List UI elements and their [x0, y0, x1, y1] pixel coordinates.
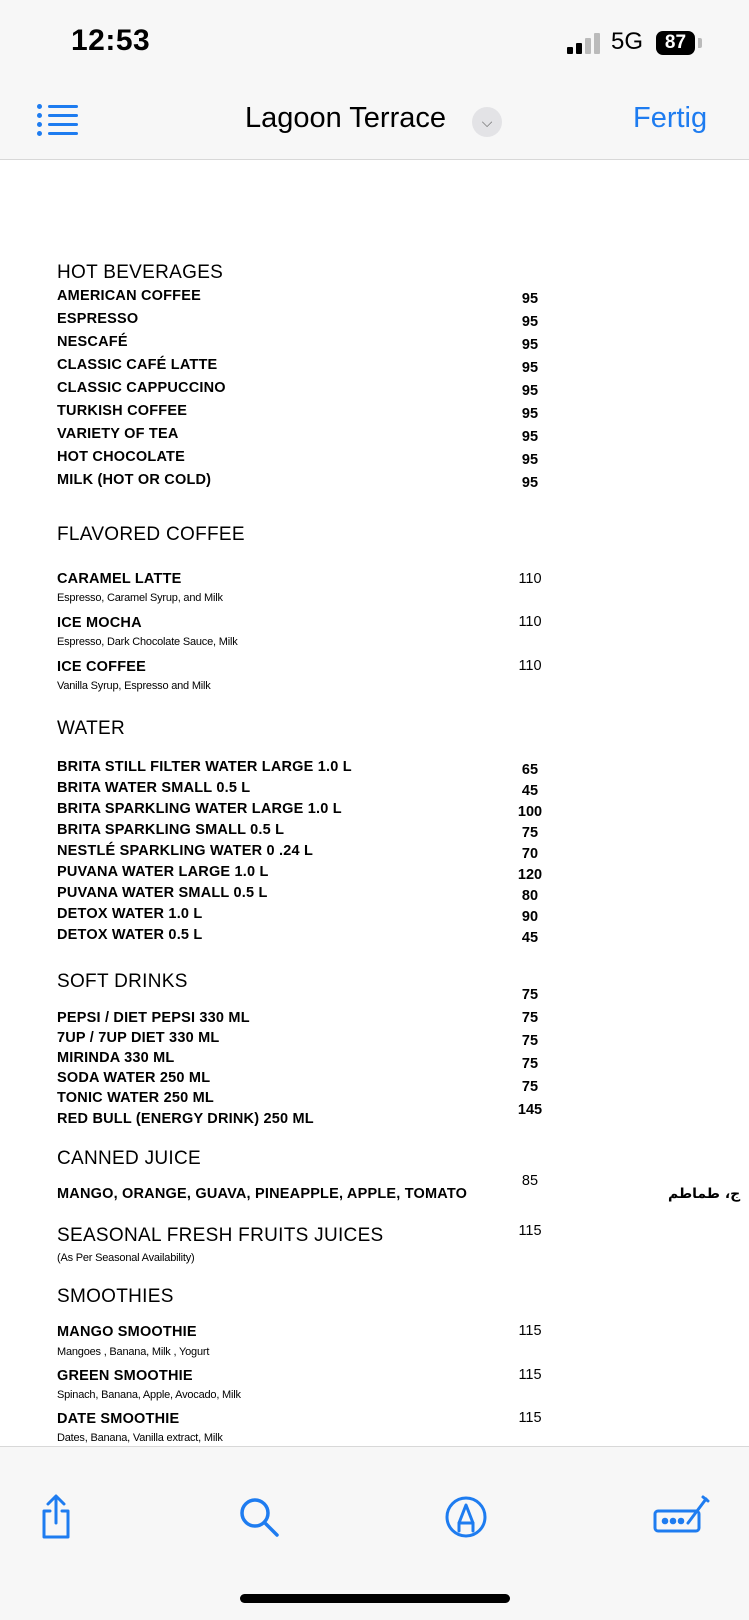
- menu-price: 145: [517, 1102, 543, 1118]
- menu-document: [0, 161, 749, 1446]
- menu-price: 80: [521, 888, 539, 904]
- menu-price: 85: [521, 1173, 539, 1189]
- menu-item-description: (As Per Seasonal Availability): [57, 1252, 195, 1264]
- menu-item: BRITA SPARKLING SMALL 0.5 L: [57, 822, 285, 838]
- menu-item: SODA WATER 250 ML: [57, 1070, 211, 1086]
- menu-price: 110: [518, 571, 542, 587]
- menu-price: 70: [521, 846, 539, 862]
- status-time: 12:53: [71, 24, 151, 57]
- menu-item: DATE SMOOTHIE: [57, 1411, 180, 1427]
- cellular-signal-icon: [567, 32, 601, 54]
- menu-price: 115: [518, 1223, 542, 1239]
- menu-item-description: Spinach, Banana, Apple, Avocado, Milk: [57, 1389, 241, 1401]
- share-icon[interactable]: [32, 1493, 80, 1541]
- menu-item: MILK (HOT OR COLD): [57, 472, 212, 488]
- form-fill-icon[interactable]: [652, 1493, 712, 1541]
- menu-item: ICE MOCHA: [57, 615, 142, 631]
- menu-price: 110: [518, 658, 542, 674]
- menu-item: CLASSIC CAFÉ LATTE: [57, 357, 218, 373]
- chevron-down-icon[interactable]: ⌵: [472, 107, 502, 137]
- menu-item: MANGO SMOOTHIE: [57, 1324, 197, 1340]
- section-title-water: WATER: [57, 718, 125, 739]
- menu-item: 7UP / 7UP DIET 330 ML: [57, 1030, 220, 1046]
- menu-item-description: Mangoes , Banana, Milk , Yogurt: [57, 1346, 210, 1358]
- menu-price: 95: [521, 337, 539, 353]
- battery-tip: [698, 38, 702, 48]
- menu-item: NESCAFÉ: [57, 334, 128, 350]
- menu-item: PEPSI / DIET PEPSI 330 ML: [57, 1010, 250, 1026]
- menu-item: AMERICAN COFFEE: [57, 288, 201, 304]
- menu-item-description: Vanilla Syrup, Espresso and Milk: [57, 680, 211, 692]
- menu-price: 115: [518, 1410, 542, 1426]
- menu-price: 95: [521, 360, 539, 376]
- section-title-soft-drinks: SOFT DRINKS: [57, 971, 188, 992]
- top-bar: [0, 0, 749, 160]
- menu-price: 75: [521, 1010, 539, 1026]
- menu-price: 75: [521, 825, 539, 841]
- menu-price: 115: [518, 1367, 542, 1383]
- menu-item: VARIETY OF TEA: [57, 426, 179, 442]
- menu-price: 75: [521, 1079, 539, 1095]
- menu-item: CARAMEL LATTE: [57, 571, 182, 587]
- section-title-smoothies: SMOOTHIES: [57, 1286, 174, 1307]
- section-title-flavored-coffee: FLAVORED COFFEE: [57, 524, 245, 545]
- menu-price: 110: [518, 614, 542, 630]
- menu-item: RED BULL (ENERGY DRINK) 250 ML: [57, 1111, 314, 1127]
- section-title-canned-juice: CANNED JUICE: [57, 1148, 202, 1169]
- menu-item: ESPRESSO: [57, 311, 139, 327]
- menu-item: TONIC WATER 250 ML: [57, 1090, 214, 1106]
- menu-item: TURKISH COFFEE: [57, 403, 188, 419]
- menu-item: GREEN SMOOTHIE: [57, 1368, 193, 1384]
- menu-item: NESTLÉ SPARKLING WATER 0 .24 L: [57, 843, 314, 859]
- menu-item-description: Espresso, Dark Chocolate Sauce, Milk: [57, 636, 238, 648]
- menu-item: PUVANA WATER SMALL 0.5 L: [57, 885, 268, 901]
- menu-price: 75: [521, 1033, 539, 1049]
- menu-item: MIRINDA 330 ML: [57, 1050, 175, 1066]
- menu-item: BRITA WATER SMALL 0.5 L: [57, 780, 251, 796]
- arabic-text-fragment: ج، طماطم: [668, 1186, 741, 1202]
- done-button[interactable]: Fertig: [633, 102, 708, 134]
- markup-icon[interactable]: [442, 1493, 490, 1541]
- menu-price: 45: [521, 783, 539, 799]
- menu-item-description: Dates, Banana, Vanilla extract, Milk: [57, 1432, 223, 1444]
- menu-item: DETOX WATER 0.5 L: [57, 927, 203, 943]
- menu-item: HOT CHOCOLATE: [57, 449, 185, 465]
- search-icon[interactable]: [235, 1493, 283, 1541]
- menu-item: CLASSIC CAPPUCCINO: [57, 380, 226, 396]
- menu-price: 95: [521, 452, 539, 468]
- section-title-seasonal-juices: SEASONAL FRESH FRUITS JUICES: [57, 1225, 384, 1246]
- menu-price: 95: [521, 383, 539, 399]
- list-icon[interactable]: [37, 103, 79, 137]
- battery-icon: 87: [656, 31, 695, 55]
- network-type: 5G: [611, 28, 644, 55]
- menu-item: MANGO, ORANGE, GUAVA, PINEAPPLE, APPLE, TOMATO: [57, 1186, 468, 1202]
- menu-price: 115: [518, 1323, 542, 1339]
- home-indicator[interactable]: [240, 1594, 510, 1603]
- menu-price: 65: [521, 762, 539, 778]
- document-title[interactable]: Lagoon Terrace: [245, 102, 447, 134]
- menu-item: BRITA STILL FILTER WATER LARGE 1.0 L: [57, 759, 352, 775]
- menu-item: PUVANA WATER LARGE 1.0 L: [57, 864, 269, 880]
- menu-price: 90: [521, 909, 539, 925]
- menu-price: 95: [521, 291, 539, 307]
- menu-item: BRITA SPARKLING WATER LARGE 1.0 L: [57, 801, 342, 817]
- menu-item-description: Espresso, Caramel Syrup, and Milk: [57, 592, 223, 604]
- menu-price: 100: [517, 804, 543, 820]
- menu-price: 45: [521, 930, 539, 946]
- menu-price: 95: [521, 406, 539, 422]
- menu-item: ICE COFFEE: [57, 659, 147, 675]
- menu-price: 75: [521, 1056, 539, 1072]
- menu-price: 95: [521, 314, 539, 330]
- menu-price: 95: [521, 475, 539, 491]
- menu-price: 120: [517, 867, 543, 883]
- menu-item: DETOX WATER 1.0 L: [57, 906, 203, 922]
- menu-price: 75: [521, 987, 539, 1003]
- section-title-hot-beverages: HOT BEVERAGES: [57, 262, 224, 283]
- menu-price: 95: [521, 429, 539, 445]
